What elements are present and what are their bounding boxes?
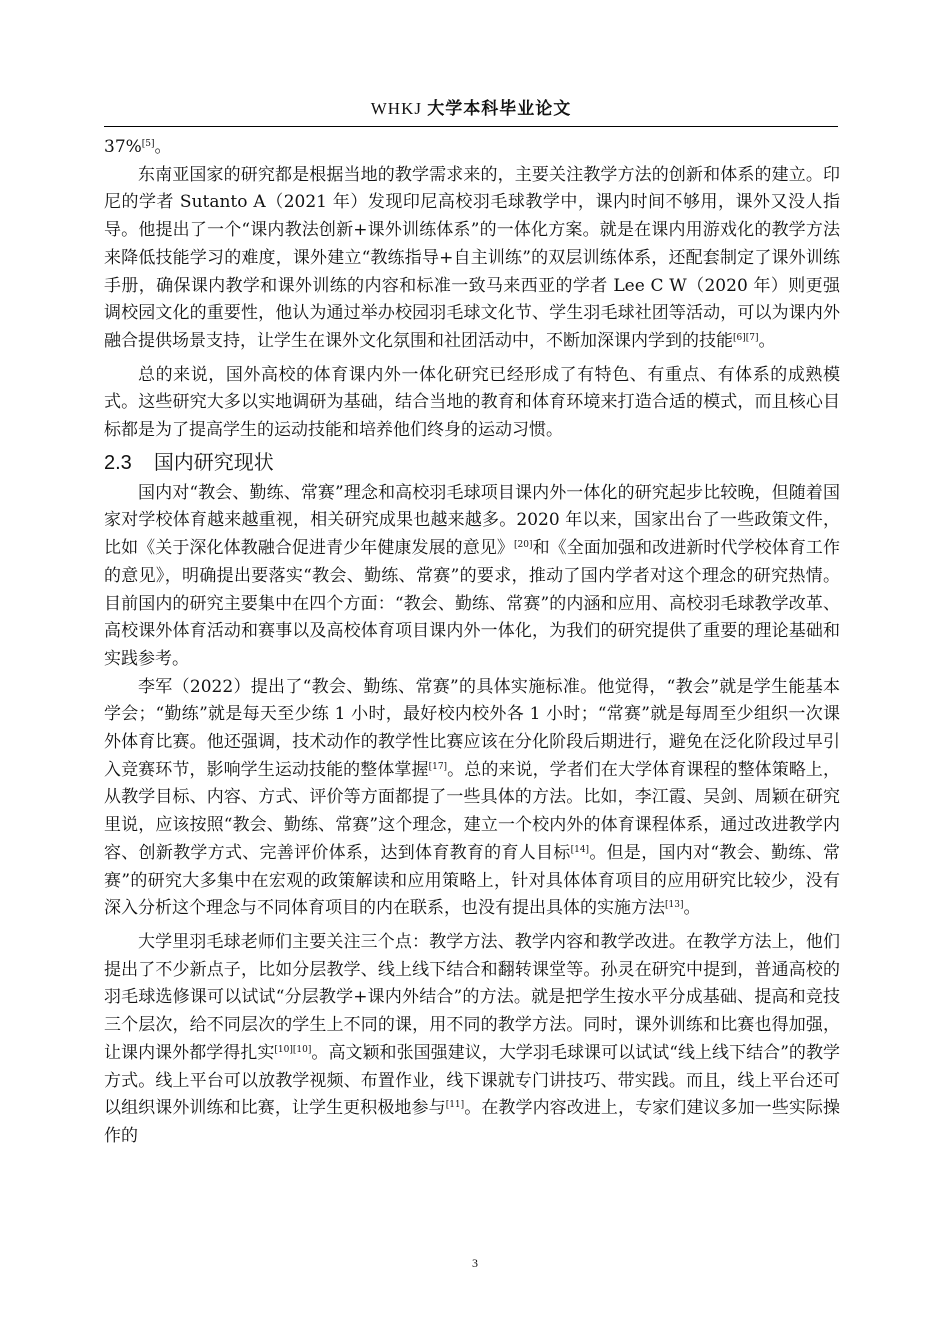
paragraph-text: 。总的来说，学者们在大学体育课程的整体策略上，从教学目标、内容、方式、评价等方面都提了一些具体的方法。比如，李江霞、吴剑、周颖在研究里说，应该按照“教会、勤练、常赛”这个理念，建立一个校内外的体育课程体系，通过改进教学内容、创新教学方式、完善评价体系，达到体育教育的育人目标: [104, 759, 841, 863]
citation: [17]: [428, 761, 448, 772]
paragraph-text: 。: [154, 137, 172, 157]
header-rule: [104, 126, 838, 127]
paragraph-text: 。但是，国内对“教会、勤练、常赛”的研究大多集中在宏观的政策解读和应用策略上，针对具体体育项目的应用研究比较少，没有深入分析这个理念与不同体育项目的内在联系，也没有提出具体的实施方法: [104, 842, 840, 919]
citation: [6][7]: [733, 332, 759, 343]
paragraph-text: 37%: [104, 137, 142, 157]
page-number: 3: [472, 1256, 478, 1270]
paragraph-domestic-intro: [104, 480, 840, 674]
citation: [5]: [141, 139, 155, 149]
running-header: [104, 94, 838, 119]
paragraph-text: 。高文颖和张国强建议，大学羽毛球课可以试试“线上线下结合”的教学方式。线上平台可以放教学视频、布置作业，线下课就专门讲技巧、带实践。而且，线上平台还可以组织课外训练和比赛，让学生更积极地参与: [104, 1042, 841, 1119]
paragraph-text: 李军（2022）提出了“教会、勤练、常赛”的具体实施标准。他觉得，“教会”就是学生能基本学会；“勤练”就是每天至少练 1 小时，最好校内校外各 1 小时；“常赛”就是每周至少组织一次课外体育比赛。他还强调，技术动作的教学性比赛应该在分化阶段后期进行，避免在泛化阶段过早引入竞赛环节，影响学生运动技能的整体掌握: [104, 676, 840, 780]
citation: [10][10]: [274, 1044, 312, 1055]
paragraph-text: 和《全面加强和改进新时代学校体育工作的意见》，明确提出要落实“教会、勤练、常赛”的要求，推动了国内学者对这个理念的研究热情。目前国内的研究主要集中在四个方面：“教会、勤练、常赛”的内涵和应用、高校羽毛球教学改革、高校课外体育活动和赛事以及高校体育项目课内外一体化，为我们的研究提供了重要的理论基础和实践参考。: [104, 538, 841, 669]
section-number: 2.3: [104, 451, 132, 474]
citation: [11]: [445, 1100, 465, 1111]
paragraph-southeast-asia: [104, 162, 840, 356]
citation: [13]: [665, 900, 684, 911]
paragraph-text: 。在教学内容改进上，专家们建议多加一些实际操作的: [104, 1098, 841, 1146]
section-heading: [104, 447, 840, 478]
body-text: [104, 134, 840, 1151]
citation: [20]: [514, 540, 533, 551]
paragraph-text: 。: [683, 898, 701, 919]
paragraph-li-jun: [104, 674, 840, 923]
paragraph-badminton-teachers: [104, 929, 840, 1151]
paragraph-summary: 总的来说，国外高校的体育课内外一体化研究已经形成了有特色、有重点、有体系的成熟模式。这些研究大多以实地调研为基础，结合当地的教育和体育环境来打造合适的模式，而且核心目标都是为了提高学生的运动技能和培养他们终身的运动习惯。: [104, 364, 840, 441]
paragraph-text: 国内对“教会、勤练、常赛”理念和高校羽毛球项目课内外一体化的研究起步比较晚，但随着国家对学校体育越来越重视，相关研究成果也越来越多。2020 年以来，国家出台了一些政策文件，比如《关于深化体教融合促进青少年健康发展的意见》: [104, 482, 840, 559]
header-latin: WHKJ: [370, 99, 428, 118]
paragraph-text: 东南亚国家的研究都是根据当地的教学需求来的，主要关注教学方法的创新和体系的建立。印尼的学者 Sutanto A（2021 年）发现印尼高校羽毛球教学中，课内时间不够用，课外又没人指导。他提出了一个“课内教法创新+课外训练体系”的一体化方案。就是在课内用游戏化的教学方法来降低技能学习的难度，课外建立“教练指导+自主训练”的双层训练体系，还配套制定了课外训练手册，确保课内教学和课外训练的内容和标准一致马来西亚的学者 Lee C W（2020 年）则更强调校园文化的重要性，他认为通过举办校园羽毛球文化节、学生羽毛球社团等活动，可以为课内外融合提供场景支持，让学生在课外文化氛围和社团活动中，不断加深课内学到的技能: [104, 164, 840, 351]
paragraph-continued: [104, 134, 840, 162]
paragraph-text: 大学里羽毛球老师们主要关注三个点：教学方法、教学内容和教学改进。在教学方法上，他们提出了不少新点子，比如分层教学、线上线下结合和翻转课堂等。孙灵在研究中提到，普通高校的羽毛球选修课可以试试“分层教学+课内外结合”的方法。就是把学生按水平分成基础、提高和竞技三个层次，给不同层次的学生上不同的课，用不同的教学方法。同时，课外训练和比赛也得加强，让课内课外都学得扎实: [104, 931, 840, 1063]
section-title: 国内研究现状: [153, 449, 274, 474]
citation: [14]: [570, 844, 590, 855]
paragraph-text: 。: [758, 330, 776, 351]
header-title: 大学本科毕业论文: [427, 99, 572, 119]
